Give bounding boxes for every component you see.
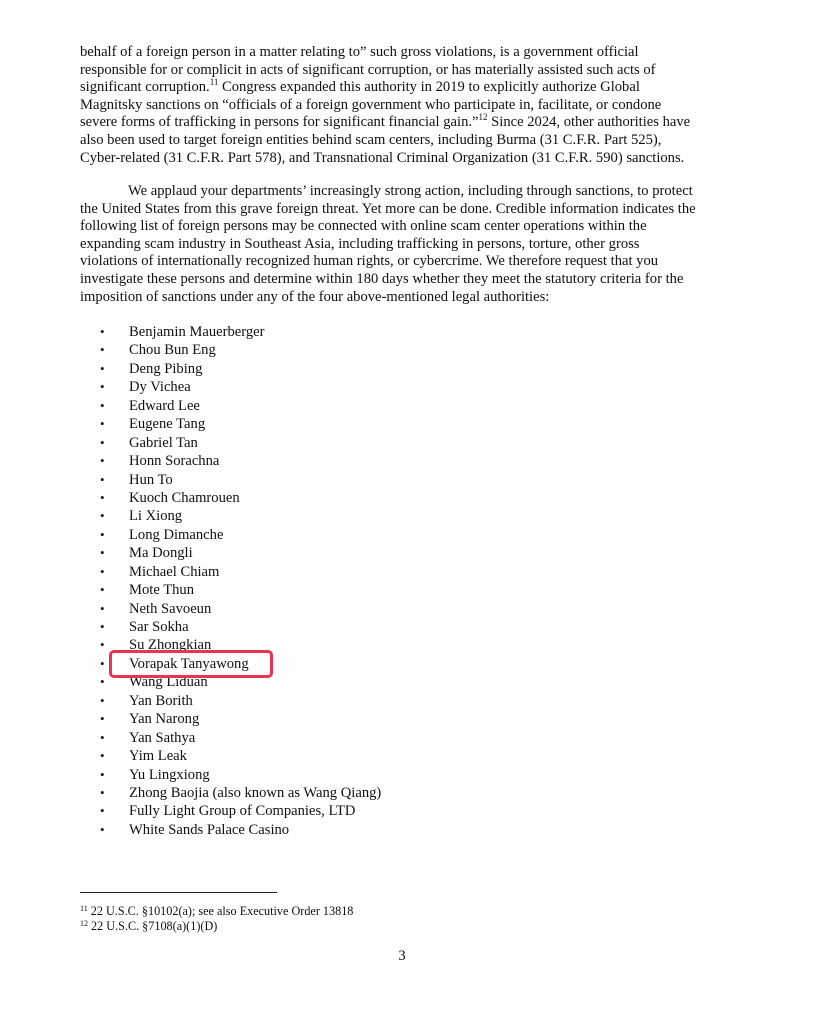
footnote-12 [80,919,217,934]
list-item-name: Li Xiong [129,508,183,525]
paragraph-line: also been used to target foreign entities behind scam centers, including Burma (31 C.F.R. Part 525), [80,131,662,148]
paragraph-line: expanding scam industry in Southeast Asia, including trafficking in persons, torture, other gross [80,235,640,252]
bullet-icon: • [100,803,105,819]
bullet-icon: • [100,711,105,727]
bullet-icon: • [100,582,105,598]
paragraph-line: Cyber-related (31 C.F.R. Part 578), and Transnational Criminal Organization (31 C.F.R. 590) sanctions. [80,149,685,166]
paragraph-line [80,79,740,97]
bullet-icon: • [100,692,105,708]
paragraph-line [80,114,740,132]
paragraph-text: Congress expanded this authority in 2019 to explicitly authorize Global [218,79,640,96]
list-item-name: Yan Borith [129,692,193,709]
list-item-name: Benjamin Mauerberger [129,324,265,340]
footnote-divider [80,892,277,893]
list-item-name: Honn Sorachna [129,453,220,470]
paragraph-line: investigate these persons and determine within 180 days whether they meet the statutory criteria for the [80,270,684,287]
bullet-icon: • [100,637,105,653]
bullet-icon: • [100,600,105,616]
paragraph-line: violations of internationally recognized human rights, or cybercrime. We therefore request that you [80,253,659,270]
list-item-name: Wang Liduan [129,674,208,691]
bullet-icon: • [100,766,105,782]
footnote-number: 11 [80,904,88,913]
bullet-icon: • [100,379,105,395]
list-item-name: Mote Thun [129,582,194,599]
page-number: 3 [398,948,406,964]
paragraph-line: following list of foreign persons may be connected with online scam center operations within the [80,218,647,235]
list-item-name: Eugene Tang [129,416,206,433]
bullet-icon: • [100,471,105,487]
bullet-icon: • [100,508,105,524]
paragraph-line: imposition of sanctions under any of the four above-mentioned legal authorities: [80,288,550,305]
bullet-icon: • [100,526,105,542]
paragraph-line: Magnitsky sanctions on “officials of a foreign government who participate in, facilitate, or condone [80,96,662,113]
highlight-box [109,650,273,678]
paragraph-request [80,183,740,306]
paragraph-line: the United States from this grave foreign threat. Yet more can be done. Credible information indicates the [80,200,696,217]
list-item-name: Dy Vichea [129,379,191,396]
bullet-icon: • [100,360,105,376]
list-item-name: Ma Dongli [129,545,193,562]
bullet-icon: • [100,342,105,358]
list-item-name: Kuoch Chamrouen [129,489,240,506]
bullet-icon: • [100,821,105,837]
paragraph-line: behalf of a foreign person in a matter relating to” such gross violations, is a government official [80,44,639,60]
bullet-icon: • [100,416,105,432]
bullet-icon: • [100,729,105,745]
paragraph-text: significant corruption. [80,79,210,96]
bullet-icon: • [100,489,105,505]
bullet-icon: • [100,324,105,339]
list-item-name: Neth Savoeun [129,600,212,617]
paragraph-line: We applaud your departments’ increasingly strong action, including through sanctions, to protect [128,183,693,199]
list-item-name: Edward Lee [129,397,200,414]
list-item-name: Zhong Baojia (also known as Wang Qiang) [129,784,382,801]
list-item-name: Hun To [129,471,173,488]
list-item-name: Yan Sathya [129,729,196,746]
list-item-name: Yu Lingxiong [129,766,210,783]
list-item-name: Deng Pibing [129,360,203,377]
bullet-icon: • [100,545,105,561]
list-item-name: Michael Chiam [129,563,220,580]
list-item-name: Sar Sokha [129,619,189,635]
footnote-text: 22 U.S.C. §7108(a)(1)(D) [88,919,218,933]
list-item-name: Vorapak Tanyawong [129,655,249,672]
bullet-icon: • [100,784,105,800]
list-item-name: Su Zhongkian [129,637,212,654]
paragraph-text: Since 2024, other authorities have [487,114,691,131]
paragraph-text: severe forms of trafficking in persons for significant financial gain.” [80,114,479,131]
list-item-name: White Sands Palace Casino [129,821,290,838]
list-item-name: Gabriel Tan [129,434,198,451]
bullet-icon: • [100,453,105,469]
bullet-icon: • [100,619,105,634]
paragraph-sanctions-authorities [80,44,740,167]
footnote-reference-12: 12 [478,112,488,123]
list-item-name: Yan Narong [129,711,200,728]
footnote-text: 22 U.S.C. §10102(a); see also Executive Order 13818 [87,904,354,918]
paragraph-line: responsible for or complicit in acts of significant corruption, or has materially assisted such acts of [80,61,656,78]
bullet-icon: • [100,748,105,764]
bullet-icon: • [100,655,105,671]
bullet-icon: • [100,397,105,413]
footnote-number: 12 [80,919,88,928]
list-item-name: Chou Bun Eng [129,342,216,359]
bullet-icon: • [100,434,105,450]
bullet-icon: • [100,674,105,690]
footnote-reference-11: 11 [209,77,219,88]
list-item-name: Fully Light Group of Companies, LTD [129,803,356,820]
footnote-11 [80,904,353,919]
list-item-name: Long Dimanche [129,526,224,543]
list-item-name: Yim Leak [129,748,187,765]
bullet-icon: • [100,563,105,579]
